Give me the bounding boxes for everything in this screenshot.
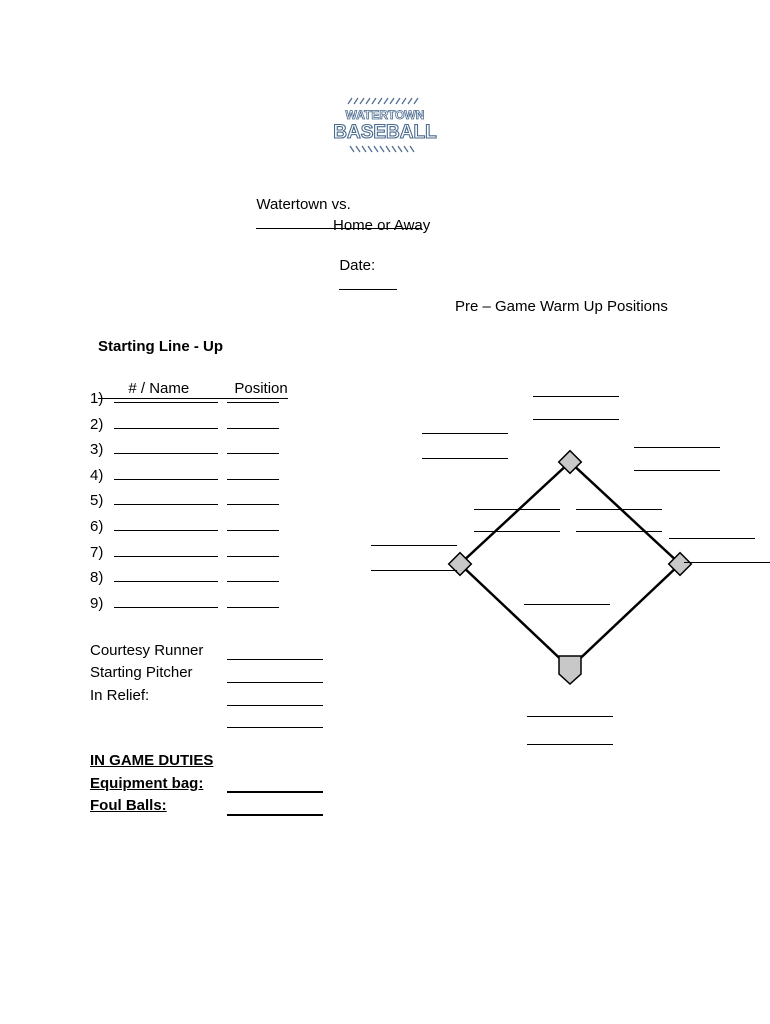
- lineup-row-number: 3): [90, 441, 104, 459]
- lineup-row: [90, 414, 279, 434]
- player-position-blank[interactable]: [227, 542, 279, 557]
- in-relief-label: In Relief:: [90, 687, 150, 704]
- in-relief-blank-2[interactable]: [227, 727, 323, 728]
- lineup-row-number: 2): [90, 415, 104, 433]
- date-label: Date:: [339, 257, 376, 274]
- warmup-blank-lf-1[interactable]: [422, 433, 508, 434]
- courtesy-runner-blank[interactable]: [227, 659, 323, 660]
- lineup-row: [90, 567, 279, 587]
- warmup-blank-1b-1[interactable]: [669, 538, 755, 539]
- lineup-row: [90, 542, 279, 562]
- lineup-row: [90, 593, 279, 613]
- courtesy-runner-label: Courtesy Runner: [90, 642, 204, 659]
- player-name-blank[interactable]: [114, 465, 218, 480]
- warmup-blank-cf-2[interactable]: [533, 419, 619, 420]
- player-position-blank[interactable]: [227, 490, 279, 505]
- lineup-row-number: 8): [90, 569, 104, 587]
- player-name-blank[interactable]: [114, 439, 218, 454]
- warmup-blank-cf-1[interactable]: [533, 396, 619, 397]
- lineup-row: [90, 439, 279, 459]
- warmup-blank-rf-2[interactable]: [634, 470, 720, 471]
- equipment-bag-blank[interactable]: [227, 791, 323, 793]
- date-blank[interactable]: [339, 275, 397, 290]
- starting-pitcher-label: Starting Pitcher: [90, 664, 193, 681]
- warmup-blank-ss-2[interactable]: [474, 531, 560, 532]
- name-column-header: # / Name: [98, 380, 232, 399]
- player-position-blank[interactable]: [227, 414, 279, 429]
- lineup-row-number: 9): [90, 594, 104, 612]
- date-line: [331, 239, 397, 295]
- home-plate: [559, 656, 581, 684]
- player-position-blank[interactable]: [227, 439, 279, 454]
- warmup-blank-rf-1[interactable]: [634, 447, 720, 448]
- lineup-row-number: 5): [90, 492, 104, 510]
- player-name-blank[interactable]: [114, 388, 218, 403]
- in-relief-blank-1[interactable]: [227, 705, 323, 706]
- baseball-diamond: [440, 448, 700, 688]
- warmup-blank-3b-1[interactable]: [371, 545, 457, 546]
- warmup-title: Pre – Game Warm Up Positions: [455, 298, 668, 315]
- home-away-label: Home or Away: [333, 217, 431, 234]
- svg-text:WATERTOWN: WATERTOWN: [345, 108, 425, 122]
- equipment-bag-label: Equipment bag:: [90, 775, 204, 792]
- warmup-blank-catcher-2[interactable]: [527, 744, 613, 745]
- matchup-prefix: Watertown vs.: [256, 196, 351, 213]
- lineup-row: [90, 490, 279, 510]
- lineup-row: [90, 465, 279, 485]
- player-name-blank[interactable]: [114, 567, 218, 582]
- lineup-row-number: 7): [90, 543, 104, 561]
- warmup-blank-pitcher[interactable]: [524, 604, 610, 605]
- warmup-blank-ss-1[interactable]: [474, 509, 560, 510]
- warmup-blank-3b-2[interactable]: [371, 570, 457, 571]
- lineup-row: [90, 388, 279, 408]
- warmup-blank-2b-1[interactable]: [576, 509, 662, 510]
- lineup-row: [90, 516, 279, 536]
- starting-pitcher-blank[interactable]: [227, 682, 323, 683]
- player-name-blank[interactable]: [114, 542, 218, 557]
- warmup-blank-2b-2[interactable]: [576, 531, 662, 532]
- player-position-blank[interactable]: [227, 593, 279, 608]
- foul-balls-label: Foul Balls:: [90, 797, 167, 814]
- player-name-blank[interactable]: [114, 414, 218, 429]
- player-position-blank[interactable]: [227, 388, 279, 403]
- player-name-blank[interactable]: [114, 490, 218, 505]
- player-position-blank[interactable]: [227, 516, 279, 531]
- svg-text:BASEBALL: BASEBALL: [333, 122, 437, 143]
- position-column-header: Position: [234, 380, 288, 397]
- player-name-blank[interactable]: [114, 516, 218, 531]
- infield-lines: [460, 462, 680, 668]
- player-position-blank[interactable]: [227, 567, 279, 582]
- lineup-title: Starting Line - Up: [98, 338, 223, 355]
- warmup-blank-catcher-1[interactable]: [527, 716, 613, 717]
- player-name-blank[interactable]: [114, 593, 218, 608]
- lineup-row-number: 4): [90, 466, 104, 484]
- lineup-row-number: 6): [90, 518, 104, 535]
- duties-title: IN GAME DUTIES: [90, 752, 214, 769]
- lineup-row-number: 1): [90, 390, 104, 407]
- warmup-blank-1b-2[interactable]: [684, 562, 770, 563]
- watertown-baseball-logo: [326, 94, 444, 158]
- player-position-blank[interactable]: [227, 465, 279, 480]
- foul-balls-blank[interactable]: [227, 814, 323, 816]
- warmup-blank-lf-2[interactable]: [422, 458, 508, 459]
